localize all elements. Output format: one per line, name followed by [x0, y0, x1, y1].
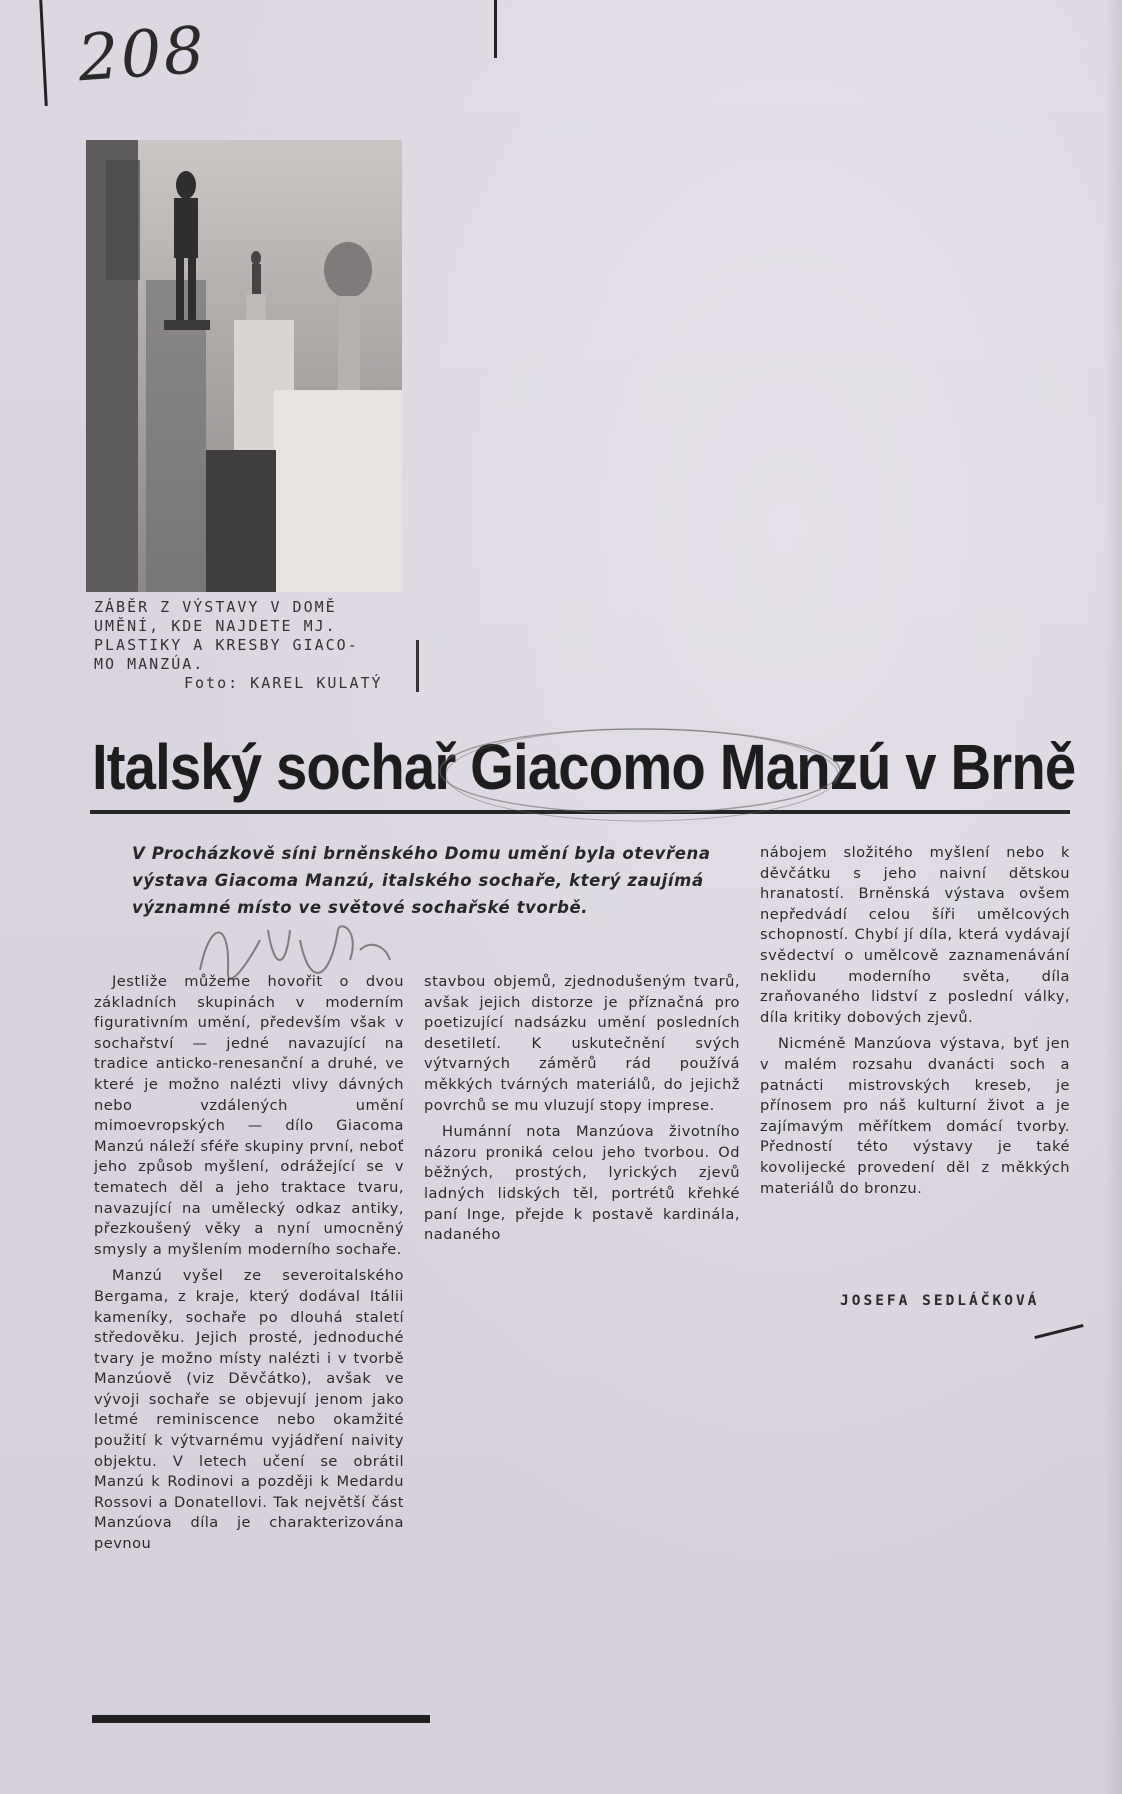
caption-line: PLASTIKY A KRESBY GIACO- — [94, 636, 359, 654]
caption-line: MO MANZÚA. — [94, 655, 205, 673]
photo-illustration — [86, 140, 402, 592]
article-lead — [132, 840, 744, 921]
caption-line: UMĚNÍ, KDE NAJDETE MJ. — [94, 617, 337, 635]
article-paragraph: Jestliže můžeme hovořit o dvou základních skupinách v moderním figurativním umění, především však v sochařství — jedné navazující na tradice anticko-renesanční a druhé, ve které je možno nalézti vlivy dávných nebo vzdálených umění mimoevropských — dílo Giacoma Manzú náleží sféře skupiny první, neboť jeho způsob myšlení, odrážející se v tematech děl a jeho traktace tvaru, navazující na umělecký odkaz antiky, přezkoušený věky a nyní umocněný smysly a myšlením moderního sochaře. — [94, 973, 404, 1258]
article-column-2 — [424, 972, 740, 1252]
article-column-3 — [760, 843, 1070, 1205]
article-paragraph: stavbou objemů, zjednodušeným tvarů, avšak jejich distorze je příznačná pro poetizující nadsázku umění posledních desetiletí. K uskutečnění svých výtvarných záměrů rád používá měkkých tvárných materiálů, do jejichž povrchů se mu vluzují stopy imprese. — [424, 973, 740, 1114]
photo-caption — [94, 598, 414, 693]
article-headline: Italský sochař Giacomo Manzú v Brně — [92, 731, 1076, 803]
caption-bracket-mark — [416, 640, 419, 692]
handwritten-page-number: 208 — [75, 13, 209, 97]
photo-credit: Foto: KAREL KULATÝ — [184, 674, 383, 692]
article-author: JOSEFA SEDLÁČKOVÁ — [840, 1293, 1040, 1309]
article-column-1 — [94, 972, 404, 1561]
pen-stroke-right — [494, 0, 497, 58]
article-paragraph: Humánní nota Manzúova životního názoru proniká celou jeho tvorbou. Od běžných, prostých, lyrických zjevů ladných lidských těl, portrétů křehké paní Inge, přejde k postavě kardinála, nadaného — [424, 1123, 740, 1244]
caption-line: ZÁBĚR Z VÝSTAVY V DOMĚ — [94, 598, 337, 616]
headline-rule — [90, 810, 1070, 814]
page-edge-shadow — [1104, 0, 1122, 1794]
exhibition-photo — [86, 140, 402, 592]
lead-paragraph: V Procházkově síni brněnského Domu umění byla otevřena výstava Giacoma Manzú, italského sochaře, který zaujímá významné místo ve světové sochařské tvorbě. — [132, 844, 711, 917]
pen-dash-mark — [1034, 1324, 1083, 1339]
article-paragraph: Manzú vyšel ze severoitalského Bergama, z kraje, který dodával Itálii kameníky, sochaře po dlouhá staletí středověku. Jejich prosté, jednoduché tvary je možno místy nalézti i v tvorbě Manzúově (viz Děvčátko), avšak ve vývoji sochaře se objevují jenom jako letmé reminiscence nebo okamžité použití k výtvarnému vyjádření naivity objektu. V letech učení se obrátil Manzú k Rodinovi a později k Medardu Rossovi a Donatellovi. Tak největší část Manzúova díla je charakterizována pevnou — [94, 1267, 404, 1553]
article-paragraph: Nicméně Manzúova výstava, byť jen v malém rozsahu dvanácti soch a patnácti mistrovských kreseb, je přínosem pro náš kulturní život a je zajímavým měřítkem domácí tvorby. Předností této výstavy je také kovolijecké provedení děl z měkkých materiálů do bronzu. — [760, 1035, 1070, 1197]
article-paragraph: nábojem složitého myšlení nebo k děvčátku s jeho naivní dětskou hranatostí. Brněnská výstava ovšem nepředvádí celou šíři umělcových schopností. Chybí jí díla, která vydávají svědectví o umělcově zaznamenávání neklidu moderního světa, díla zraňovaného lidství z poslední války, díla kritiky dobových zjevů. — [760, 844, 1070, 1026]
bottom-rule — [92, 1715, 430, 1723]
pen-stroke-left — [39, 0, 48, 106]
